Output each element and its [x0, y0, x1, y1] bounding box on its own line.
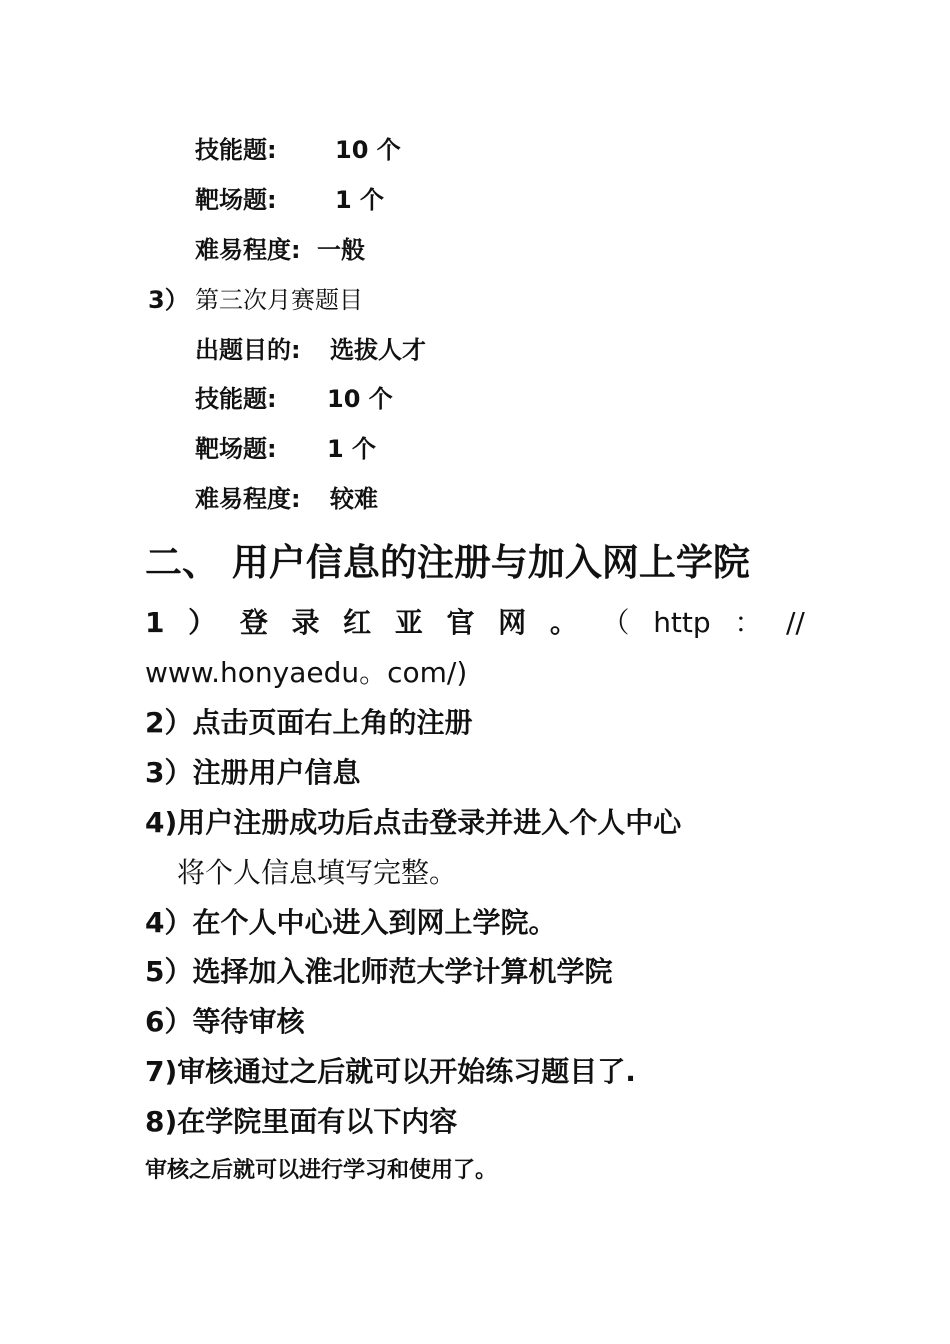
step1-token: //: [786, 606, 805, 639]
month2-range-value: 1 个: [335, 186, 385, 214]
month3-difficulty-row: [195, 487, 378, 511]
step1-token: 红: [343, 606, 372, 639]
step2: 2）点击页面右上角的注册: [145, 706, 473, 739]
month2-skill-value: 10 个: [335, 136, 401, 164]
step4-note: 将个人信息填写完整。: [177, 856, 458, 889]
step1-token: 录: [291, 606, 320, 639]
month2-difficulty-value: 一般: [317, 236, 365, 264]
step1-token: 。: [549, 606, 578, 639]
step1-line: [145, 606, 805, 639]
step3: 3）注册用户信息: [145, 756, 361, 789]
month3-purpose-row: [195, 338, 426, 362]
month2-range-label: 靶场题:: [195, 186, 277, 214]
month2-difficulty-label: 难易程度:: [195, 236, 301, 264]
month3-number: 3）: [148, 286, 189, 314]
month3-range-row: [195, 437, 376, 461]
month2-range-row: [195, 188, 384, 212]
month3-heading: [148, 288, 363, 312]
step4b: 4）在个人中心进入到网上学院。: [145, 906, 557, 939]
step1-token: 1: [145, 606, 165, 639]
month3-purpose-value: 选拔人才: [330, 336, 426, 364]
step1-token: http: [653, 606, 711, 639]
step1-token: 亚: [394, 606, 423, 639]
month3-range-label: 靶场题:: [195, 435, 277, 463]
month3-range-value: 1 个: [327, 435, 377, 463]
month3-skill-label: 技能题:: [195, 385, 277, 413]
month3-difficulty-label: 难易程度:: [195, 485, 301, 513]
month3-purpose-label: 出题目的:: [195, 336, 301, 364]
step4: 4)用户注册成功后点击登录并进入个人中心: [145, 806, 682, 839]
step5: 5）选择加入淮北师范大学计算机学院: [145, 955, 613, 988]
step7: 7)审核通过之后就可以开始练习题目了.: [145, 1055, 636, 1088]
closing-note: 审核之后就可以进行学习和使用了。: [145, 1158, 498, 1183]
step8: 8)在学院里面有以下内容: [145, 1105, 458, 1138]
month3-difficulty-value: 较难: [330, 485, 378, 513]
month3-title: 第三次月赛题目: [195, 286, 363, 314]
step1-token: 登: [239, 606, 268, 639]
month2-skill-label: 技能题:: [195, 136, 277, 164]
step1-url-continued: www.honyaedu。com/): [145, 656, 468, 689]
month2-difficulty-row: [195, 238, 365, 262]
step1-token: ：: [734, 606, 763, 639]
step1-token: 官: [446, 606, 475, 639]
section2-heading: 二、 用户信息的注册与加入网上学院: [145, 541, 750, 584]
month3-skill-row: [195, 387, 393, 411]
step1-token: ）: [188, 606, 217, 639]
step1-token: （: [601, 606, 630, 639]
month2-skill-row: [195, 138, 401, 162]
step6: 6）等待审核: [145, 1005, 305, 1038]
month3-skill-value: 10 个: [327, 385, 393, 413]
step1-token: 网: [498, 606, 527, 639]
